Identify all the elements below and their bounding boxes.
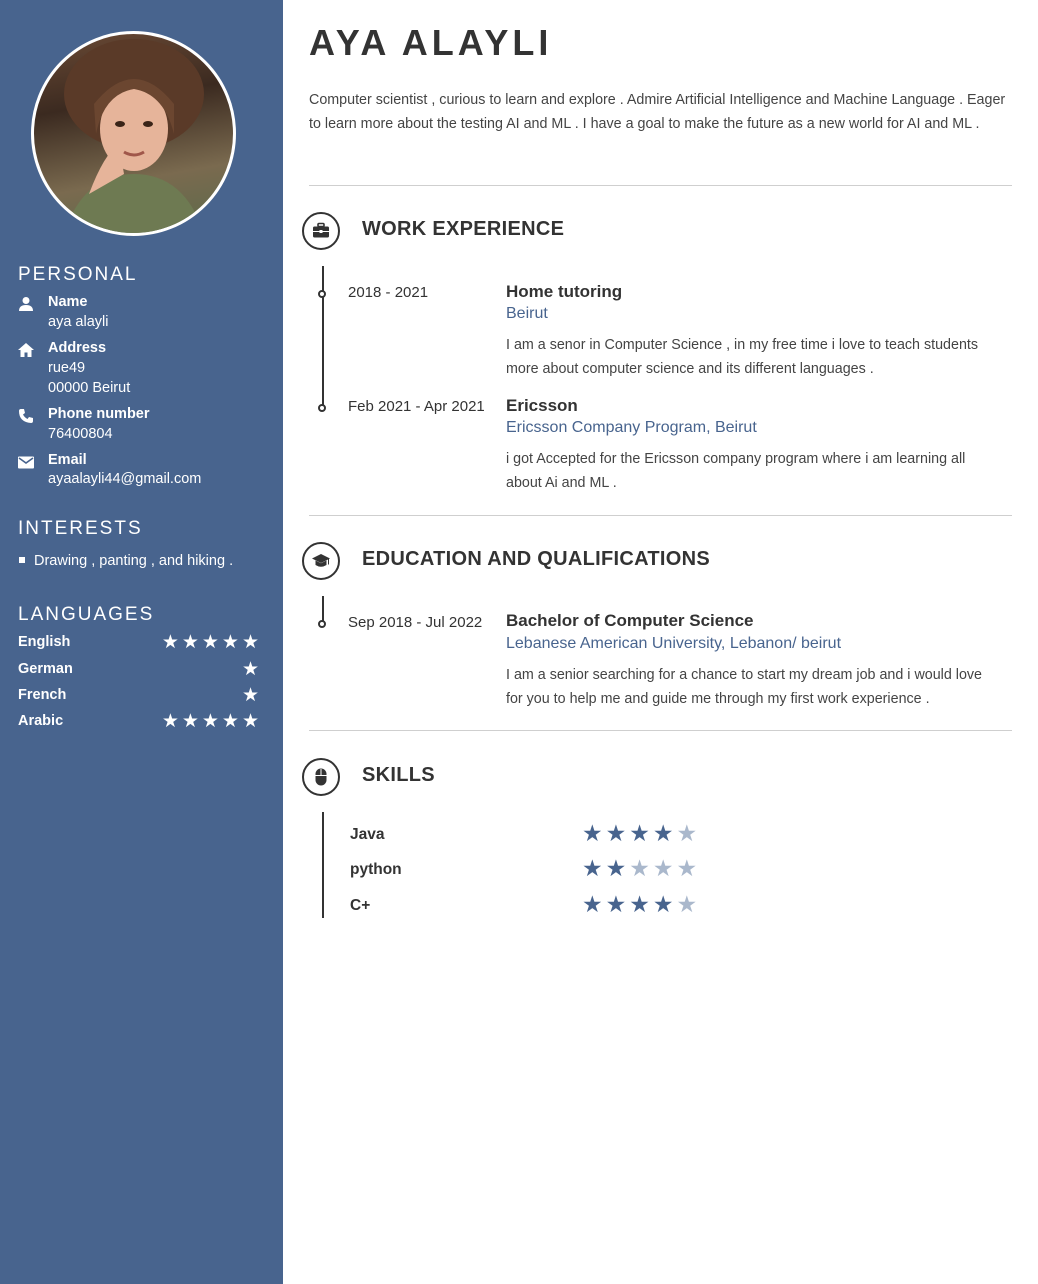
interest-text: Drawing , panting , and hiking . bbox=[34, 553, 234, 569]
star-icon: ★ bbox=[629, 891, 653, 917]
work-description: i got Accepted for the Ericsson company program where i am learning all about Ai and ML . bbox=[506, 451, 966, 491]
star-icon: ★ bbox=[582, 855, 606, 881]
star-icon: ★ bbox=[676, 891, 701, 917]
skills-title: SKILLS bbox=[362, 764, 435, 786]
language-rating-stars: ★ bbox=[241, 685, 262, 706]
divider bbox=[309, 730, 1012, 731]
personal-heading: PERSONAL bbox=[18, 264, 138, 285]
star-icon: ★ bbox=[582, 820, 606, 846]
star-icon: ★ bbox=[652, 855, 677, 881]
work-location: Ericsson Company Program, Beirut bbox=[506, 419, 757, 436]
star-icon: ★ bbox=[629, 855, 653, 881]
education-description: I am a senior searching for a chance to start my dream job and i would love for you to help me and guide me through my first work experience . bbox=[506, 667, 983, 707]
address-label: Address bbox=[48, 340, 107, 356]
skill-name: C+ bbox=[350, 897, 371, 914]
timeline-dot bbox=[318, 404, 326, 412]
skill-rating-stars bbox=[582, 820, 700, 847]
personal-name bbox=[18, 294, 268, 338]
briefcase-icon bbox=[302, 212, 340, 250]
phone-label: Phone number bbox=[48, 406, 150, 422]
language-name: German bbox=[18, 661, 73, 677]
work-date: Feb 2021 - Apr 2021 bbox=[348, 398, 485, 415]
language-name: Arabic bbox=[18, 713, 64, 729]
star-icon: ★ bbox=[605, 891, 630, 917]
skill-name: python bbox=[350, 861, 402, 878]
graduation-cap-icon bbox=[302, 542, 340, 580]
work-title: Ericsson bbox=[506, 396, 578, 415]
work-title: Home tutoring bbox=[506, 282, 623, 301]
person-icon bbox=[18, 296, 34, 312]
personal-address bbox=[18, 340, 268, 400]
divider bbox=[309, 185, 1012, 186]
star-icon: ★ bbox=[676, 855, 701, 881]
email-label: Email bbox=[48, 452, 87, 468]
language-rating-stars: ★★★★★ bbox=[161, 632, 262, 653]
language-rating-stars: ★ bbox=[241, 659, 262, 680]
languages-heading: LANGUAGES bbox=[18, 604, 155, 625]
language-rating-stars: ★★★★★ bbox=[161, 711, 262, 732]
skill-rating-stars bbox=[582, 891, 700, 918]
profile-photo bbox=[31, 31, 236, 236]
profile-summary: Computer scientist , curious to learn and explore . Admire Artificial Intelligence and Machine Language . Eager to learn more about the testing AI and ML . I have a goal to make the future as a new world for AI and ML . bbox=[309, 92, 1006, 132]
name-value: aya alayli bbox=[48, 314, 109, 330]
language-name: English bbox=[18, 634, 71, 650]
skill-name: Java bbox=[350, 826, 385, 843]
star-icon: ★ bbox=[629, 820, 653, 846]
address-line1: rue49 bbox=[48, 360, 86, 376]
education-school: Lebanese American University, Lebanon/ beirut bbox=[506, 635, 842, 652]
skills-timeline bbox=[322, 812, 324, 918]
language-row bbox=[18, 661, 262, 681]
star-icon: ★ bbox=[582, 891, 606, 917]
language-row bbox=[18, 687, 262, 707]
work-description: I am a senor in Computer Science , in my free time i love to teach students more about computer science and its different languages . bbox=[506, 337, 979, 377]
email-value[interactable]: ayaalayli44@gmail.com bbox=[48, 471, 202, 487]
candidate-name: AYA ALAYLI bbox=[309, 22, 553, 63]
sidebar bbox=[0, 0, 283, 1284]
language-row bbox=[18, 634, 262, 654]
star-icon: ★ bbox=[676, 820, 701, 846]
bullet-icon bbox=[19, 557, 25, 563]
divider bbox=[309, 515, 1012, 516]
language-name: French bbox=[18, 687, 67, 703]
star-icon: ★ bbox=[605, 855, 630, 881]
work-timeline bbox=[322, 266, 324, 408]
address-line2: 00000 Beirut bbox=[48, 380, 131, 396]
work-date: 2018 - 2021 bbox=[348, 284, 429, 301]
phone-value: 76400804 bbox=[48, 426, 113, 442]
phone-icon bbox=[18, 408, 34, 424]
home-icon bbox=[18, 342, 34, 358]
interest-item bbox=[18, 553, 233, 569]
interests-heading: INTERESTS bbox=[18, 518, 143, 539]
personal-email bbox=[18, 452, 268, 496]
star-icon: ★ bbox=[605, 820, 630, 846]
timeline-dot bbox=[318, 620, 326, 628]
education-date: Sep 2018 - Jul 2022 bbox=[348, 614, 483, 631]
star-icon: ★ bbox=[652, 891, 677, 917]
work-location: Beirut bbox=[506, 305, 548, 322]
name-label: Name bbox=[48, 294, 88, 310]
mail-icon bbox=[18, 454, 34, 470]
education-degree: Bachelor of Computer Science bbox=[506, 611, 754, 630]
personal-phone bbox=[18, 406, 268, 450]
education-title: EDUCATION AND QUALIFICATIONS bbox=[362, 548, 711, 570]
timeline-dot bbox=[318, 290, 326, 298]
star-icon: ★ bbox=[652, 820, 677, 846]
language-row bbox=[18, 713, 262, 733]
work-experience-title: WORK EXPERIENCE bbox=[362, 218, 565, 240]
mouse-icon bbox=[302, 758, 340, 796]
skill-rating-stars bbox=[582, 855, 700, 882]
